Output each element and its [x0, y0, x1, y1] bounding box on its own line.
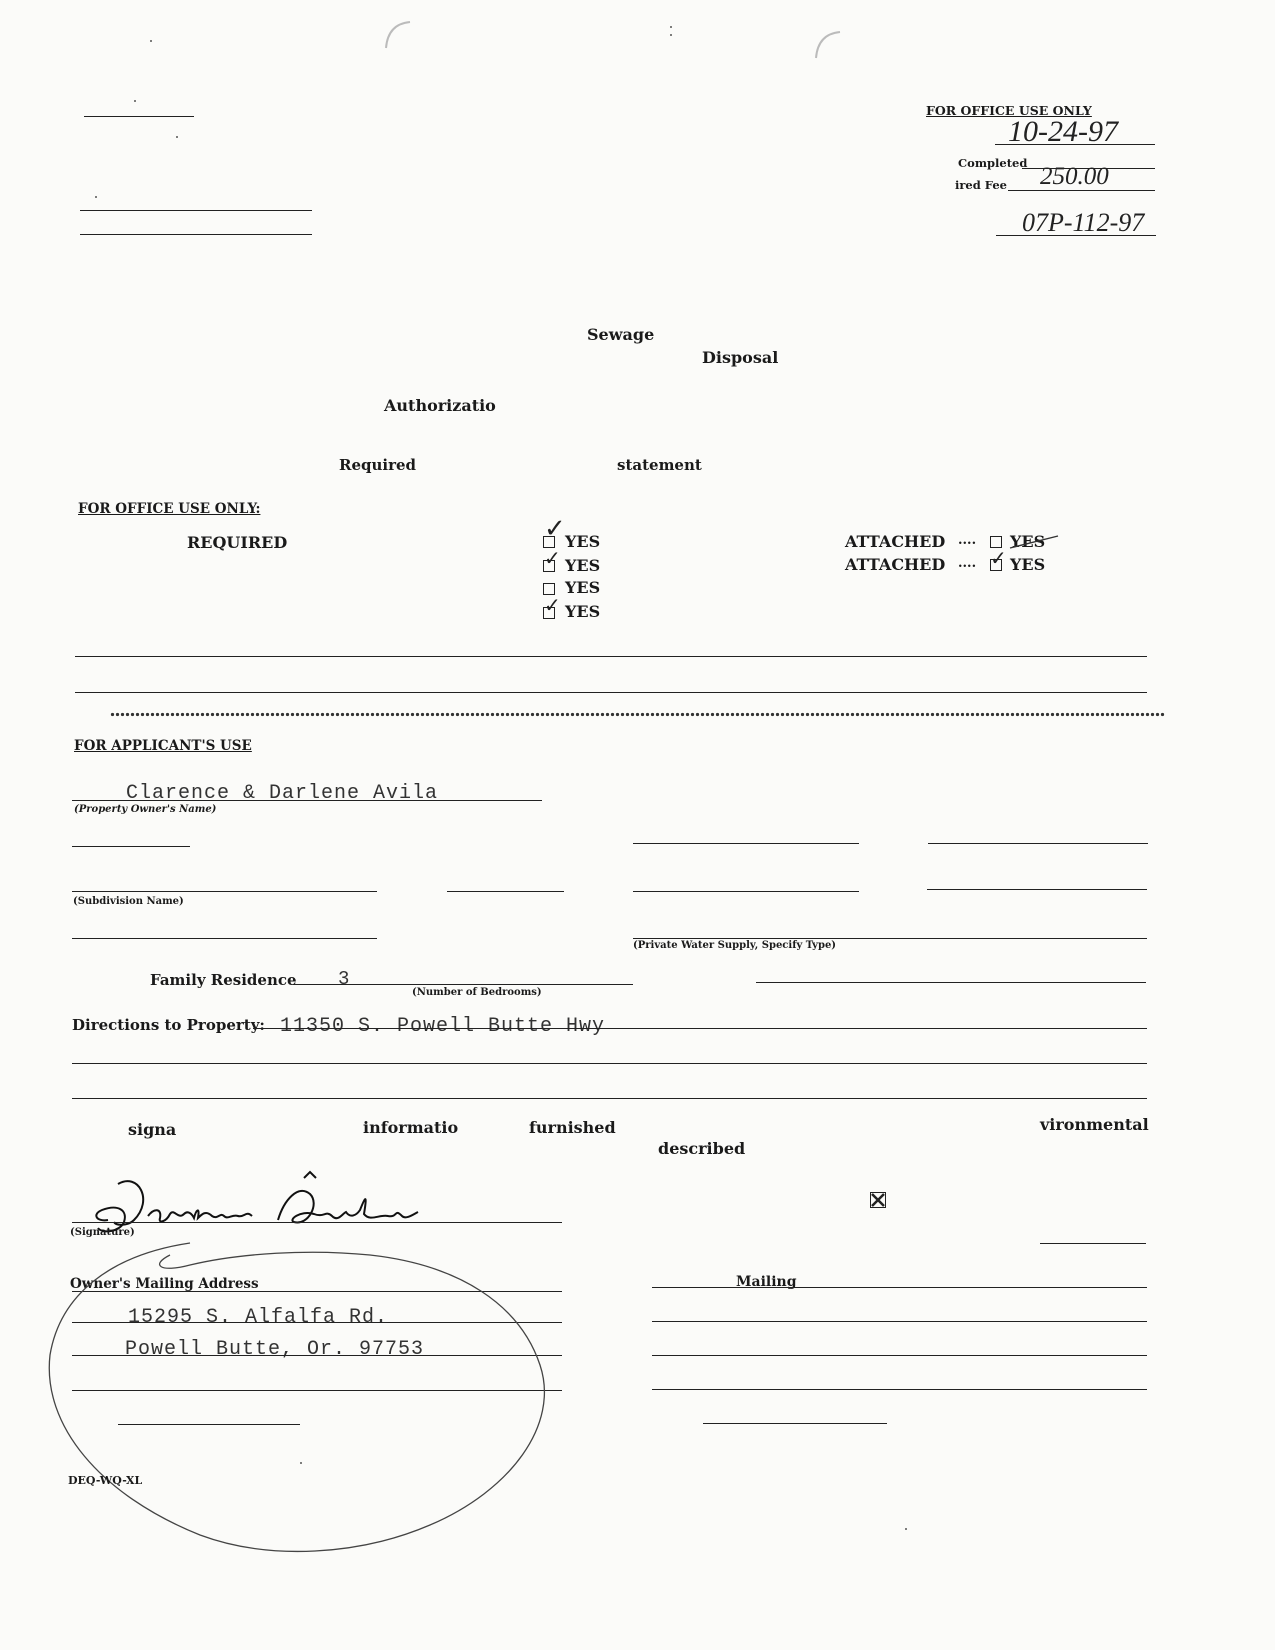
required-label: REQUIRED [187, 533, 288, 552]
hand-drawn-circle [40, 1225, 560, 1565]
punch-hole-left [380, 18, 420, 58]
owner-name-caption: (Property Owner's Name) [74, 804, 217, 815]
check-mark-icon [870, 1192, 886, 1208]
rule [928, 843, 1148, 844]
speck [176, 136, 178, 138]
check-mark-icon: ✓ [544, 593, 561, 617]
rule [72, 1098, 1147, 1099]
bedrooms-caption: (Number of Bedrooms) [412, 987, 542, 998]
family-residence-label: Family Residence [150, 971, 297, 989]
rule [80, 210, 312, 211]
rule [633, 891, 859, 892]
attached-value: YES [1010, 555, 1046, 574]
directions-label: Directions to Property: [72, 1016, 265, 1034]
mailing-address-label: Owner's Mailing Address [70, 1276, 259, 1292]
check-mark-icon: ✓ [990, 546, 1007, 570]
address-line-1[interactable]: 15295 S. Alfalfa Rd. [128, 1306, 389, 1329]
heading-required: Required [339, 456, 417, 474]
speck [300, 1462, 302, 1464]
speck [670, 26, 672, 28]
handwritten-date: 10-24-97 [1008, 115, 1118, 148]
fee-label: ired Fee [955, 178, 1007, 192]
bedrooms-value[interactable]: 3 [338, 968, 351, 990]
rule [652, 1321, 1147, 1322]
address-line-2[interactable]: Powell Butte, Or. 97753 [125, 1338, 425, 1361]
signature-line [72, 1222, 562, 1223]
rule [75, 692, 1147, 693]
rule [84, 116, 194, 117]
applicant-section-title: FOR APPLICANT'S USE [74, 738, 252, 754]
rule [927, 889, 1147, 890]
punch-hole-right [810, 28, 850, 68]
attached-label: ATTACHED [845, 532, 946, 551]
file-number-line [996, 235, 1156, 236]
right-mailing-label: Mailing [736, 1274, 797, 1290]
speck [95, 196, 97, 198]
dotted-divider [110, 712, 1165, 717]
rule [447, 891, 564, 892]
rule [80, 234, 312, 235]
speck [905, 1528, 907, 1530]
directions-line [253, 1028, 1147, 1029]
rule [72, 938, 377, 939]
rule [652, 1355, 1147, 1356]
statement-signa: signa [128, 1120, 177, 1139]
speck [134, 100, 136, 102]
heading-statement: statement [617, 456, 702, 474]
directions-value[interactable]: 11350 S. Powell Butte Hwy [280, 1015, 606, 1038]
owner-name-line [72, 800, 542, 801]
owner-name-value[interactable]: Clarence & Darlene Avila [126, 782, 439, 805]
rule [633, 843, 859, 844]
attached-value: YES [1010, 532, 1046, 551]
attached-label: ATTACHED [845, 555, 946, 574]
yes-label: YES [565, 578, 601, 597]
handwritten-fee: 250.00 [1040, 163, 1109, 190]
rule [72, 846, 190, 847]
rule [72, 1063, 1147, 1064]
yes-label: YES [565, 532, 601, 551]
yes-strike-mark [1010, 532, 1060, 552]
water-supply-caption: (Private Water Supply, Specify Type) [633, 940, 837, 951]
statement-described: described [658, 1139, 746, 1158]
date-line [995, 144, 1155, 145]
bedrooms-line [293, 984, 633, 985]
fee-line [1008, 190, 1155, 191]
attached-dots: .... [958, 533, 977, 548]
yes-label: YES [565, 602, 601, 621]
handwritten-file-number: 07P-112-97 [1022, 208, 1145, 237]
office-section-title: FOR OFFICE USE ONLY: [78, 501, 261, 517]
speck [670, 34, 672, 36]
completed-label: Completed [958, 156, 1028, 170]
check-mark-icon: ✓ [544, 546, 561, 570]
heading-disposal: Disposal [702, 348, 779, 367]
rule [703, 1423, 887, 1424]
statement-furnished: furnished [529, 1118, 616, 1137]
check-mark-icon: ✓ [544, 514, 566, 544]
signature-caption: (Signature) [70, 1227, 135, 1238]
rule [652, 1389, 1147, 1390]
office-use-title: FOR OFFICE USE ONLY [926, 103, 1092, 118]
subdivision-line [72, 891, 377, 892]
subdivision-caption: (Subdivision Name) [73, 896, 184, 907]
rule [1040, 1243, 1146, 1244]
yes-label: YES [565, 556, 601, 575]
water-supply-line [633, 938, 1147, 939]
heading-authorization: Authorizatio [384, 396, 496, 415]
form-code: DEQ-WQ-XL [68, 1474, 143, 1487]
speck [150, 40, 152, 42]
attached-dots: .... [958, 556, 977, 571]
rule [652, 1287, 1147, 1288]
statement-environmental: vironmental [1040, 1115, 1149, 1134]
statement-information: informatio [363, 1118, 459, 1137]
heading-sewage: Sewage [587, 325, 655, 344]
rule [75, 656, 1147, 657]
rule [756, 982, 1146, 983]
